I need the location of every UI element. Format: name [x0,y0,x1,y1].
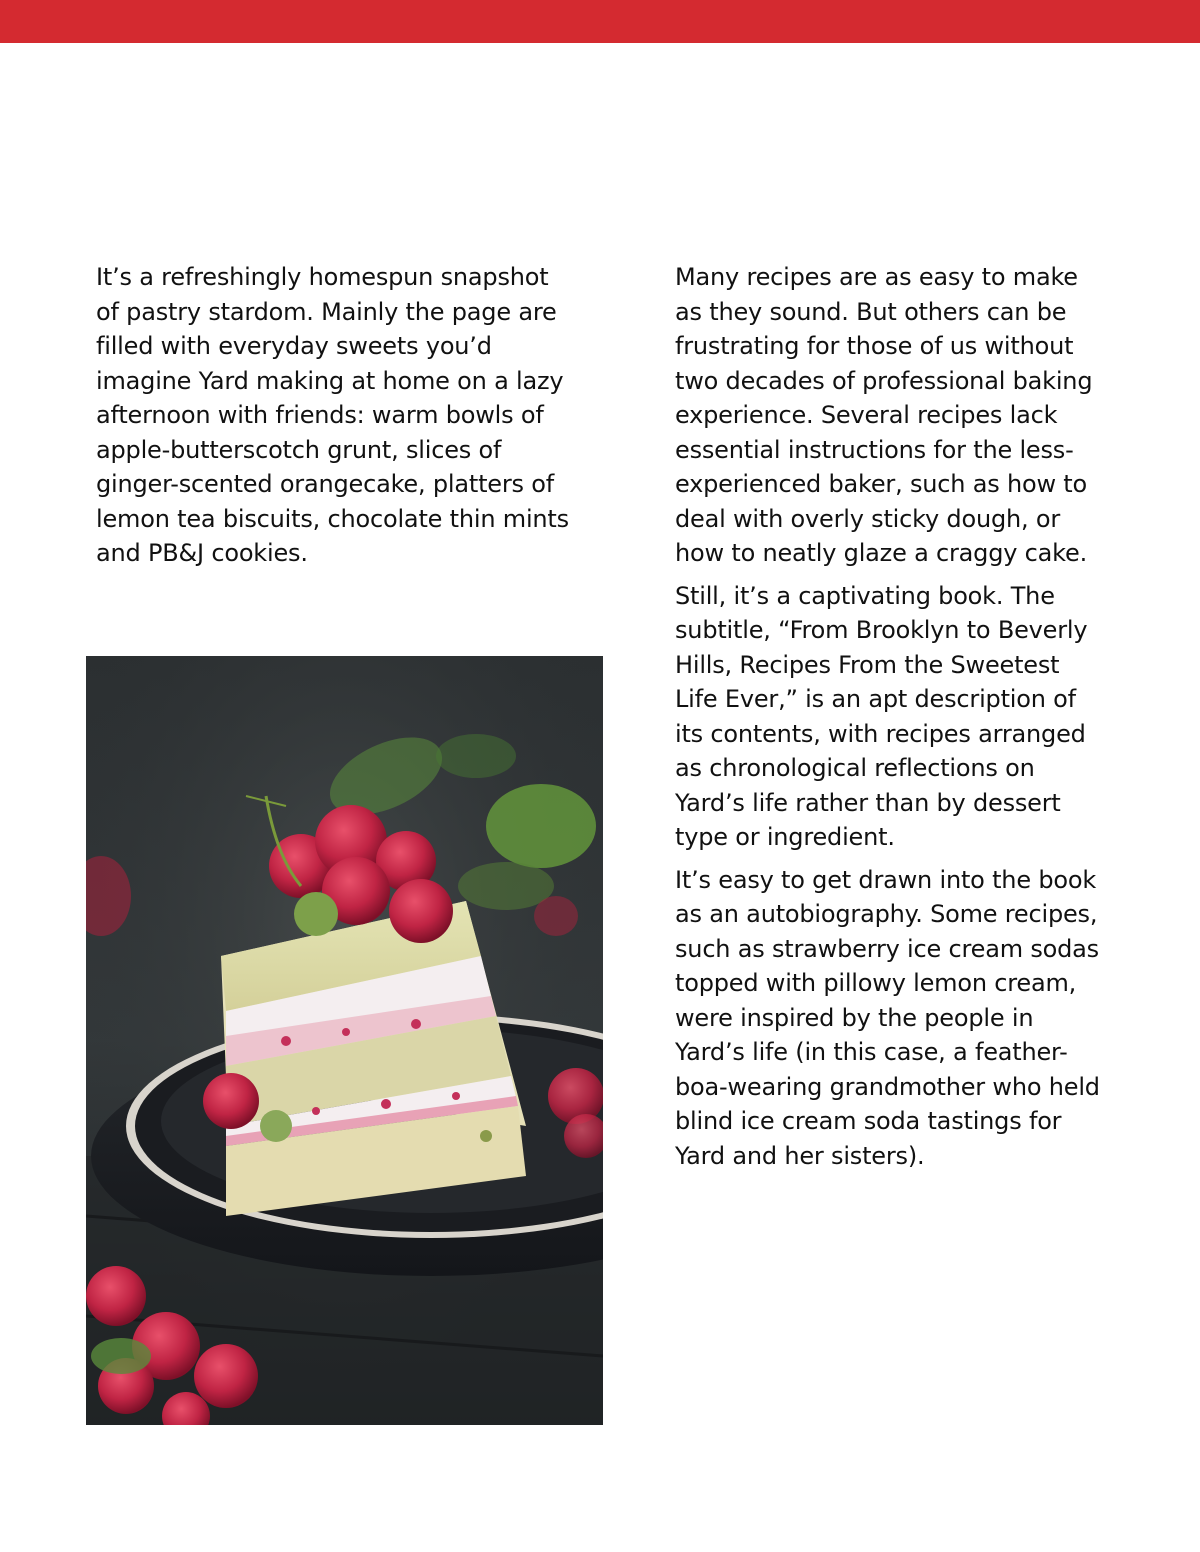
right-paragraph-2: Still, it’s a captivating book. The subtitle, “From Brooklyn to Beverly Hills, Recipes From the Sweetest Life Ever,” is an apt description of its contents, with recipes arranged as chronological reflections on Yard’s life rather than by dessert type or ingredient. [675,581,1088,851]
left-text-column [96,260,606,579]
cake-slice-photo [86,656,603,1425]
left-paragraph-1: It’s a refreshingly homespun snapshot of pastry stardom. Mainly the page are filled with everyday sweets you’d imagine Yard making at home on a lazy afternoon with friends: warm bowls of apple-butterscotch grunt, slices of ginger-scented orangecake, platters of lemon tea biscuits, chocolate thin mints and PB&J cookies. [96,263,569,567]
right-text-column [675,260,1180,1181]
top-accent-bar [0,0,1200,43]
right-paragraph-1: Many recipes are as easy to make as they sound. But others can be frustrating for those of us without two decades of professional baking experience. Several recipes lack essential instructions for the less- experienced baker, such as how to deal with overly sticky dough, or how to neatly glaze a craggy cake. [675,263,1093,567]
right-paragraph-3: It’s easy to get drawn into the book as an autobiography. Some recipes, such as strawberry ice cream sodas topped with pillowy lemon cream, were inspired by the people in Yard’s life (in this case, a feather- boa-wearing grandmother who held blind ice cream soda tastings for Yard and her sisters). [675,865,1100,1170]
